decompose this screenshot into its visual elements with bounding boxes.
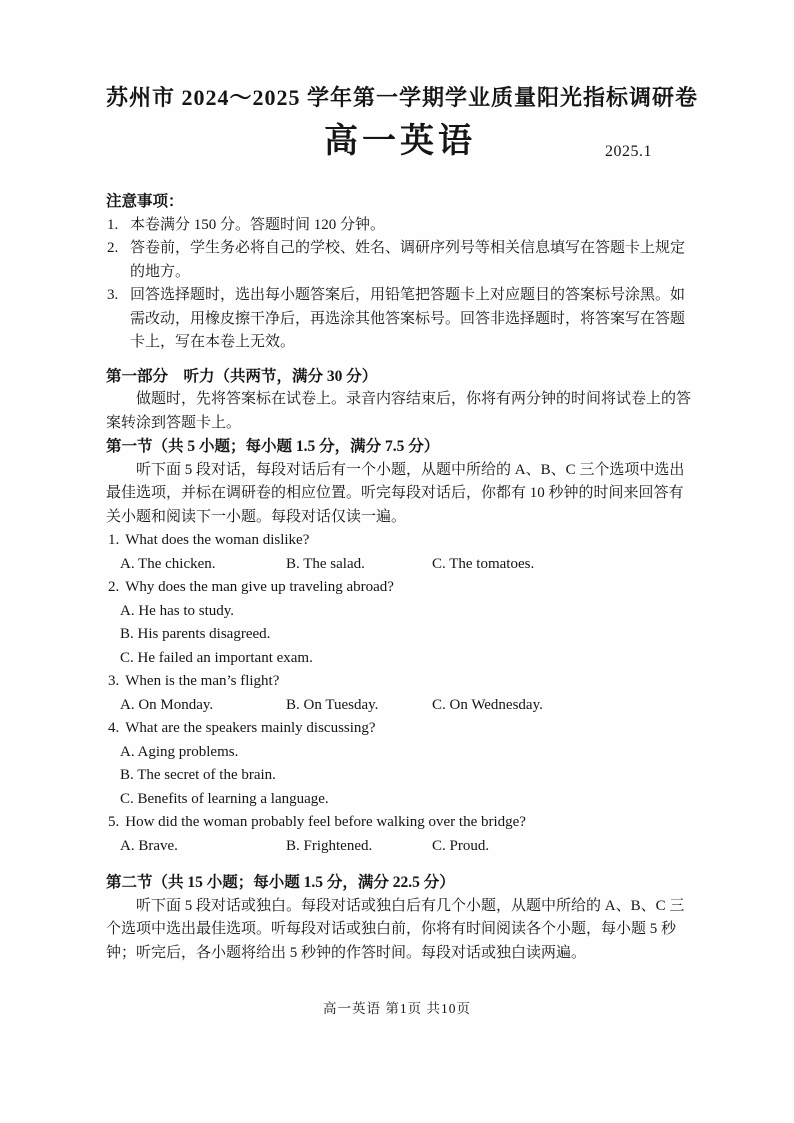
question-line bbox=[106, 717, 694, 741]
option-a: A. Aging problems. bbox=[120, 743, 239, 760]
question-3 bbox=[106, 670, 694, 717]
question-1 bbox=[106, 529, 694, 576]
subject-row bbox=[106, 117, 694, 167]
notice-item bbox=[106, 214, 694, 238]
option-c: C. Benefits of learning a language. bbox=[120, 790, 329, 807]
question-text: What are the speakers mainly discussing? bbox=[125, 720, 376, 736]
notice-item-number: 1. bbox=[107, 216, 119, 233]
options-row bbox=[106, 694, 694, 718]
notice-heading: 注意事项： bbox=[106, 193, 184, 210]
option-a: A. He has to study. bbox=[120, 602, 235, 619]
page-footer: 高一英语 第1页 共10页 bbox=[323, 1001, 471, 1016]
options-stack bbox=[106, 600, 694, 671]
section1-heading: 第一节（共 5 小题；每小题 1.5 分，满分 7.5 分） bbox=[106, 438, 440, 455]
question-text: When is the man’s flight? bbox=[125, 673, 280, 689]
subject-title: 高一英语 bbox=[324, 123, 476, 160]
question-5 bbox=[106, 811, 694, 858]
option-a: A. On Monday. bbox=[120, 696, 214, 713]
options-stack bbox=[106, 741, 694, 812]
question-text: How did the woman probably feel before walking over the bridge? bbox=[125, 814, 526, 830]
question-number: 4. bbox=[108, 720, 120, 736]
notice-item bbox=[106, 284, 694, 355]
exam-date: 2025.1 bbox=[605, 142, 652, 160]
question-text: Why does the man give up traveling abroad? bbox=[125, 579, 394, 595]
option-b: B. The salad. bbox=[286, 555, 365, 572]
question-4 bbox=[106, 717, 694, 811]
question-number: 5. bbox=[108, 814, 120, 830]
notice-item bbox=[106, 237, 694, 284]
options-row bbox=[106, 835, 694, 859]
option-b: B. The secret of the brain. bbox=[120, 767, 276, 783]
question-text: What does the woman dislike? bbox=[125, 532, 310, 548]
notice-item-text: 本卷满分 150 分。答题时间 120 分钟。 bbox=[130, 216, 386, 233]
option-c: C. On Wednesday. bbox=[432, 696, 543, 713]
option-a: A. The chicken. bbox=[120, 555, 216, 572]
option-c: C. He failed an important exam. bbox=[120, 649, 313, 666]
notice-item-text: 答卷前，学生务必将自己的学校、姓名、调研序列号等相关信息填写在答题卡上规定的地方。 bbox=[130, 240, 686, 280]
question-number: 3. bbox=[108, 673, 120, 689]
options-row bbox=[106, 553, 694, 577]
option-a: A. Brave. bbox=[120, 837, 178, 854]
option-c: C. Proud. bbox=[432, 837, 490, 854]
option-c: C. The tomatoes. bbox=[432, 555, 535, 572]
section1-intro: 听下面 5 段对话，每段对话后有一个小题，从题中所给的 A、B、C 三个选项中选出最佳选项，并标在调研卷的相应位置。听完每段对话后，你都有 10 秒钟的时间来回答有关小题和阅读下一小题。每段对话仅读一遍。 bbox=[106, 461, 685, 525]
question-line bbox=[106, 576, 694, 600]
option-b: B. On Tuesday. bbox=[286, 696, 379, 713]
question-line bbox=[106, 670, 694, 694]
question-number: 2. bbox=[108, 579, 120, 595]
section2-heading: 第二节（共 15 小题；每小题 1.5 分，满分 22.5 分） bbox=[106, 874, 455, 891]
notice-item-text: 回答选择题时，选出每小题答案后，用铅笔把答题卡上对应题目的答案标号涂黑。如需改动，用橡皮擦干净后，再选涂其他答案标号。回答非选择题时，将答案写在答题卡上，写在本卷上无效。 bbox=[130, 287, 686, 350]
question-line bbox=[106, 811, 694, 835]
document-title: 苏州市 2024～2025 学年第一学期学业质量阳光指标调研卷 bbox=[106, 85, 699, 110]
section2-intro: 听下面 5 段对话或独白。每段对话或独白后有几个小题，从题中所给的 A、B、C 三个选项中选出最佳选项。听每段对话或独白前，你将有时间阅读各个小题，每小题 5 秒钟；听完后，各小题将给出 5 秒钟的作答时间。每段对话或独白读两遍。 bbox=[106, 897, 685, 961]
question-2 bbox=[106, 576, 694, 670]
option-b: B. Frightened. bbox=[286, 837, 373, 854]
option-b: B. His parents disagreed. bbox=[120, 626, 271, 642]
notice-item-number: 2. bbox=[107, 240, 119, 256]
part1-intro: 做题时，先将答案标在试卷上。录音内容结束后，你将有两分钟的时间将试卷上的答案转涂到答题卡上。 bbox=[106, 391, 692, 431]
question-number: 1. bbox=[108, 532, 120, 548]
question-line bbox=[106, 529, 694, 553]
part1-heading: 第一部分 听力（共两节，满分 30 分） bbox=[106, 367, 378, 385]
notice-item-number: 3. bbox=[107, 287, 119, 303]
